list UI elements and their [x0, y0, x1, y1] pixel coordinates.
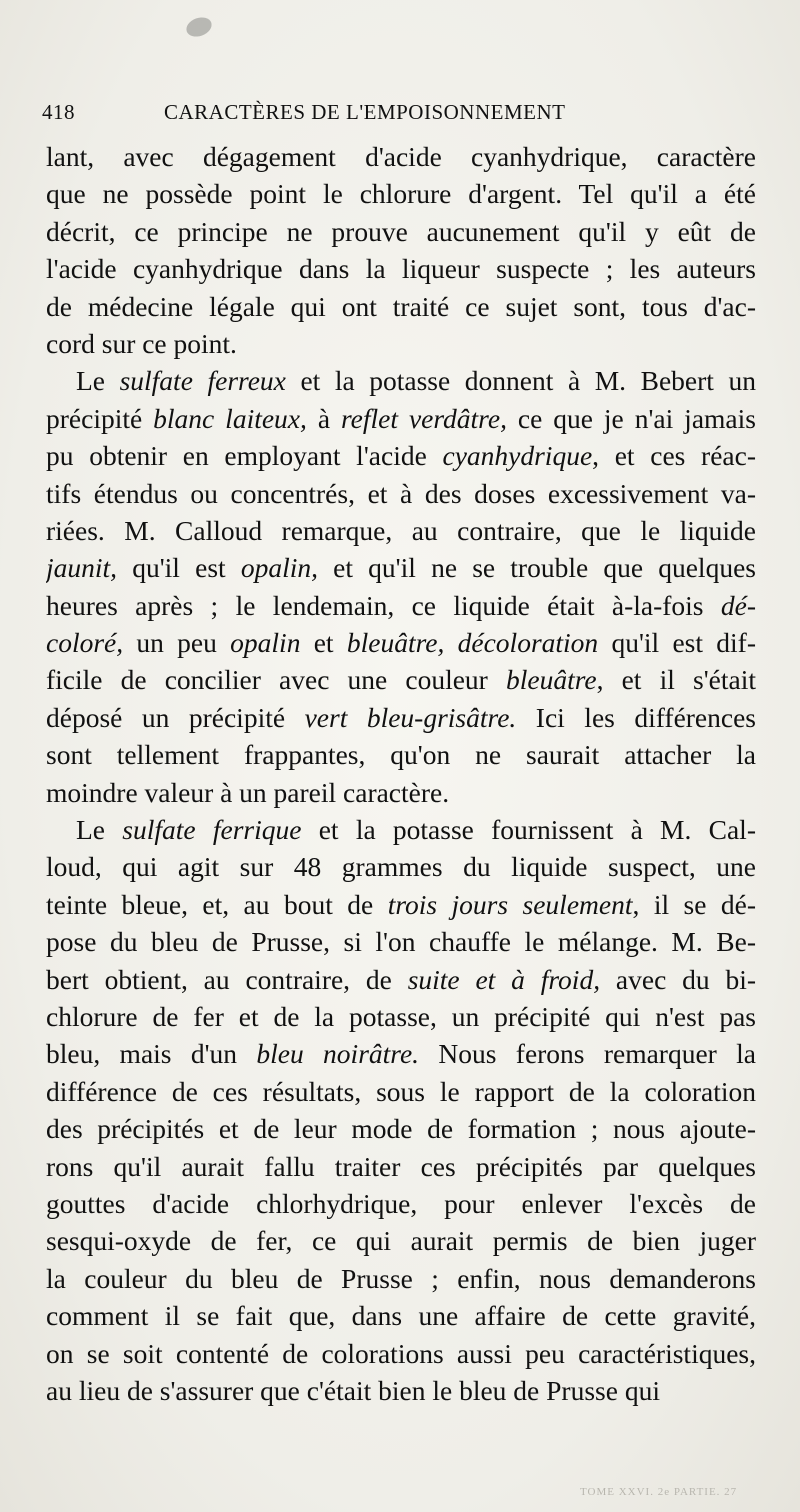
italic-text: opalin — [230, 627, 301, 659]
text-run: lant, avec dégagement d'acide cyanhydrique, caractère — [46, 141, 756, 172]
text-run: de médecine légale qui ont traité ce sujet sont, tous d'ac- — [46, 290, 756, 322]
text-run: loud, qui agit sur 48 grammes du liquide suspect, une — [46, 851, 756, 883]
italic-text: sulfate ferrique — [122, 814, 302, 846]
text-line — [46, 848, 756, 885]
text-run: et la potasse donnent à M. Bebert un — [285, 365, 756, 397]
text-run: et — [300, 627, 347, 659]
text-run: et qu'il ne se trouble que quelques — [318, 552, 756, 584]
page-number: 418 — [42, 100, 75, 124]
text-line — [46, 1185, 756, 1222]
italic-text: cyanhydrique — [442, 440, 593, 472]
text-line — [46, 437, 756, 474]
text-line — [46, 961, 756, 998]
page-header — [42, 100, 752, 130]
text-line — [46, 250, 756, 287]
text-run: ficile de concilier avec une couleur — [46, 664, 506, 696]
text-line — [46, 1073, 756, 1110]
running-head: CARACTÈRES DE L'EMPOISONNEMENT — [164, 100, 566, 124]
text-run: moindre valeur à un pareil caractère. — [46, 776, 450, 808]
text-run: des précipités et de leur mode de formation ; nous ajoute- — [46, 1113, 756, 1145]
text-line — [46, 362, 756, 399]
text-run: rons qu'il aurait fallu traiter ces précipités par quelques — [46, 1150, 756, 1182]
text-line — [46, 886, 756, 923]
text-run: bleu, mais d'un — [46, 1038, 257, 1070]
text-run: on se soit contenté de colorations aussi peu caractéristiques, — [46, 1337, 756, 1369]
text-line — [46, 661, 756, 698]
text-run: heures après ; le lendemain, ce liquide était à-la-fois — [46, 589, 721, 621]
text-line — [46, 288, 756, 325]
text-run: sont tellement frappantes, qu'on ne saurait attacher la — [46, 739, 756, 771]
text-run: précipité — [46, 402, 154, 434]
text-line — [46, 699, 756, 736]
text-run: Nous ferons remarquer la — [419, 1038, 756, 1070]
italic-text: suite et à froid, — [407, 963, 601, 995]
text-line — [46, 400, 756, 437]
text-run: , il se dé- — [632, 888, 756, 920]
text-line — [46, 811, 756, 848]
text-line — [46, 1372, 756, 1409]
text-run: bert obtient, au contraire, de — [46, 963, 408, 995]
text-run: la couleur du bleu de Prusse ; enfin, nous demanderons — [46, 1262, 756, 1294]
text-line — [46, 998, 756, 1035]
italic-text: reflet verdâtre, — [340, 402, 507, 434]
text-run: comment il se fait que, dans une affaire de cette gravité, — [46, 1300, 756, 1332]
text-line — [46, 1297, 756, 1334]
text-line — [46, 1035, 756, 1072]
italic-text: bleu noirâtre. — [256, 1038, 420, 1070]
text-run: au lieu de s'assurer que c'était bien le bleu de Prusse qui — [46, 1374, 660, 1406]
italic-text: dé- — [720, 589, 756, 621]
text-run: l'acide cyanhydrique dans la liqueur suspecte ; les auteurs — [46, 253, 756, 285]
text-run: Le — [76, 814, 123, 846]
italic-text: bleuâtre — [505, 664, 597, 696]
text-line — [46, 587, 756, 624]
text-run: tifs étendus ou concentrés, et à des doses excessivement va- — [46, 477, 756, 509]
text-line — [46, 549, 756, 586]
signature-mark: TOME XXVI. 2e PARTIE. 27 — [580, 1486, 738, 1498]
italic-text: bleuâtre, — [346, 627, 445, 659]
text-line — [46, 1260, 756, 1297]
text-run: Le — [76, 365, 120, 397]
text-line — [46, 624, 756, 661]
text-run: , et il s'était — [596, 664, 756, 696]
text-run: un peu — [123, 627, 231, 659]
text-line — [46, 475, 756, 512]
text-run: avec du bi- — [600, 963, 756, 995]
text-line — [46, 774, 756, 811]
italic-text: vert bleu-grisâtre. — [304, 701, 517, 733]
body-text — [46, 138, 756, 1409]
text-line — [46, 1148, 756, 1185]
text-run: décrit, ce principe ne prouve aucunement qu'il y eût de — [46, 215, 756, 247]
text-line — [46, 923, 756, 960]
text-line — [46, 512, 756, 549]
text-run: que ne possède point le chlorure d'argent. Tel qu'il a été — [46, 178, 756, 210]
italic-text: blanc laiteux, — [153, 402, 307, 434]
text-run — [444, 627, 457, 658]
italic-text: jaunit, — [46, 552, 118, 584]
text-line — [46, 1110, 756, 1147]
text-line — [46, 138, 756, 175]
text-run: pose du bleu de Prusse, si l'on chauffe le mélange. M. Be- — [46, 926, 756, 958]
text-run: cord sur ce point. — [46, 327, 237, 359]
text-run: Ici les différences — [516, 701, 756, 733]
italic-text: opalin, — [240, 552, 318, 584]
text-run: différence de ces résultats, sous le rapport de la coloration — [46, 1075, 756, 1107]
text-run: à — [306, 402, 341, 434]
text-line — [46, 325, 756, 362]
text-line — [46, 175, 756, 212]
text-run: ce que je n'ai jamais — [506, 402, 756, 434]
text-run: et la potasse fournissent à M. Cal- — [301, 814, 756, 846]
text-run: sesqui-oxyde de fer, ce qui aurait permis de bien juger — [46, 1225, 756, 1257]
italic-text: sulfate ferreux — [119, 365, 286, 397]
ink-stain — [184, 14, 215, 40]
text-run: chlorure de fer et de la potasse, un précipité qui n'est pas — [46, 1000, 756, 1032]
italic-text: décoloration — [457, 627, 599, 659]
text-run: qu'il est dif- — [598, 627, 756, 659]
text-run: gouttes d'acide chlorhydrique, pour enlever l'excès de — [46, 1187, 756, 1219]
italic-text: coloré, — [46, 627, 124, 659]
italic-text: trois jours seulement — [387, 888, 633, 920]
text-run: , et ces réac- — [592, 440, 756, 472]
text-run: riées. M. Calloud remarque, au contraire, que le liquide — [46, 514, 756, 546]
text-line — [46, 736, 756, 773]
text-run: teinte bleue, et, au bout de — [46, 888, 388, 920]
text-run: qu'il est — [117, 552, 241, 584]
text-line — [46, 1335, 756, 1372]
text-run: déposé un précipité — [46, 701, 305, 733]
text-line — [46, 1222, 756, 1259]
text-line — [46, 213, 756, 250]
text-run: pu obtenir en employant l'acide — [46, 440, 443, 472]
